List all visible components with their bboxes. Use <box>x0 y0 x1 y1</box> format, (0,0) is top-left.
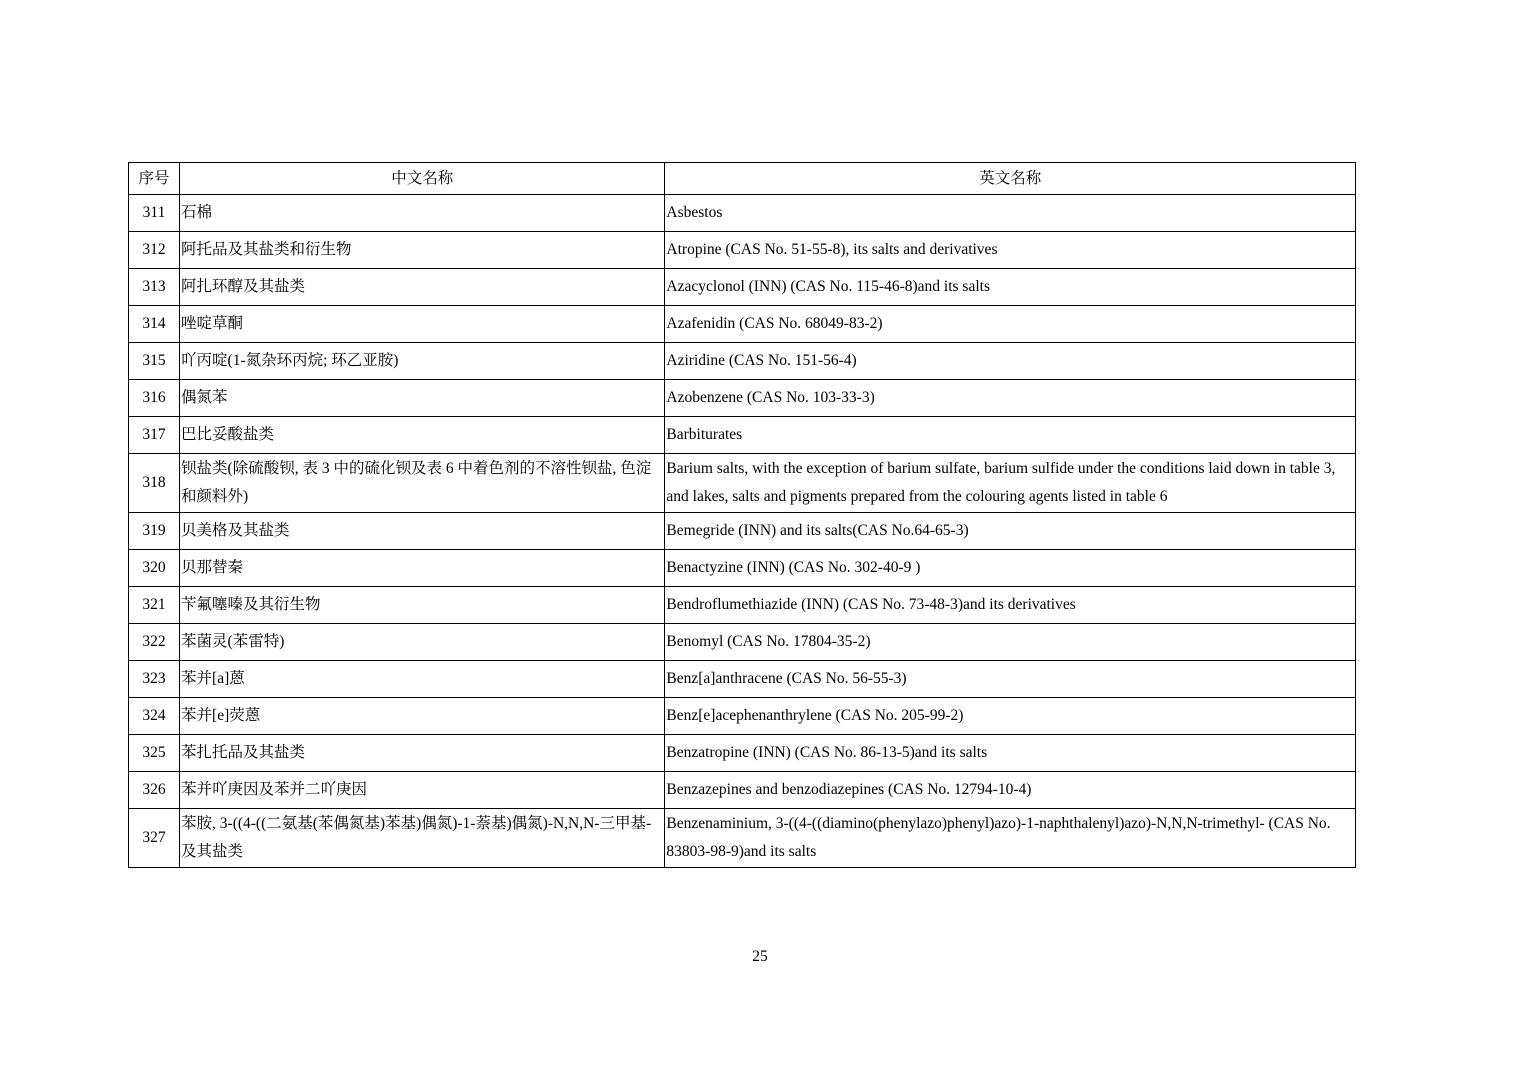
row-number: 325 <box>129 735 180 772</box>
english-name: Benzenaminium, 3-((4-((diamino(phenylazo)phenyl)azo)-1-naphthalenyl)azo)-N,N,N-trimethyl- (CAS No. 83803-98-9)and its salts <box>665 809 1356 868</box>
chinese-name: 吖丙啶(1-氮杂环丙烷; 环乙亚胺) <box>180 343 665 380</box>
english-name: Benactyzine (INN) (CAS No. 302-40-9 ) <box>665 550 1356 587</box>
table-row <box>129 306 1356 343</box>
table-row <box>129 624 1356 661</box>
table-row <box>129 380 1356 417</box>
row-number: 321 <box>129 587 180 624</box>
row-number: 315 <box>129 343 180 380</box>
row-number: 318 <box>129 454 180 513</box>
row-number: 320 <box>129 550 180 587</box>
row-number: 316 <box>129 380 180 417</box>
chinese-name: 贝美格及其盐类 <box>180 513 665 550</box>
table-header-row <box>129 163 1356 195</box>
english-name: Azafenidin (CAS No. 68049-83-2) <box>665 306 1356 343</box>
chinese-name: 苯菌灵(苯雷特) <box>180 624 665 661</box>
chinese-name: 阿扎环醇及其盐类 <box>180 269 665 306</box>
english-name: Bendroflumethiazide (INN) (CAS No. 73-48-3)and its derivatives <box>665 587 1356 624</box>
english-name: Benz[a]anthracene (CAS No. 56-55-3) <box>665 661 1356 698</box>
table-row <box>129 454 1356 513</box>
row-number: 322 <box>129 624 180 661</box>
english-name: Aziridine (CAS No. 151-56-4) <box>665 343 1356 380</box>
chinese-name: 苯并[a]蒽 <box>180 661 665 698</box>
chinese-name: 钡盐类(除硫酸钡, 表 3 中的硫化钡及表 6 中着色剂的不溶性钡盐, 色淀和颜料外) <box>180 454 665 513</box>
table-row <box>129 550 1356 587</box>
english-name: Azacyclonol (INN) (CAS No. 115-46-8)and its salts <box>665 269 1356 306</box>
header-chinese-name: 中文名称 <box>180 163 665 195</box>
table-row <box>129 513 1356 550</box>
chinese-name: 苯扎托品及其盐类 <box>180 735 665 772</box>
english-name: Atropine (CAS No. 51-55-8), its salts and derivatives <box>665 232 1356 269</box>
table-row <box>129 698 1356 735</box>
row-number: 311 <box>129 195 180 232</box>
english-name: Barium salts, with the exception of barium sulfate, barium sulfide under the conditions laid down in table 3, and lakes, salts and pigments prepared from the colouring agents listed in table 6 <box>665 454 1356 513</box>
page-number: 25 <box>752 948 768 965</box>
chinese-name: 阿托品及其盐类和衍生物 <box>180 232 665 269</box>
substance-table <box>128 162 1356 868</box>
english-name: Benz[e]acephenanthrylene (CAS No. 205-99-2) <box>665 698 1356 735</box>
chinese-name: 贝那替秦 <box>180 550 665 587</box>
row-number: 324 <box>129 698 180 735</box>
row-number: 319 <box>129 513 180 550</box>
english-name: Barbiturates <box>665 417 1356 454</box>
table-row <box>129 735 1356 772</box>
table-row <box>129 343 1356 380</box>
table-row <box>129 269 1356 306</box>
english-name: Benzatropine (INN) (CAS No. 86-13-5)and its salts <box>665 735 1356 772</box>
row-number: 317 <box>129 417 180 454</box>
chinese-name: 苯并吖庚因及苯并二吖庚因 <box>180 772 665 809</box>
chinese-name: 苯胺, 3-((4-((二氨基(苯偶氮基)苯基)偶氮)-1-萘基)偶氮)-N,N,N-三甲基- 及其盐类 <box>180 809 665 868</box>
table-row <box>129 587 1356 624</box>
english-name: Benzazepines and benzodiazepines (CAS No. 12794-10-4) <box>665 772 1356 809</box>
table-row <box>129 417 1356 454</box>
row-number: 327 <box>129 809 180 868</box>
english-name: Benomyl (CAS No. 17804-35-2) <box>665 624 1356 661</box>
english-name: Bemegride (INN) and its salts(CAS No.64-65-3) <box>665 513 1356 550</box>
header-english-name: 英文名称 <box>665 163 1356 195</box>
table-row <box>129 661 1356 698</box>
english-name: Asbestos <box>665 195 1356 232</box>
table-row <box>129 772 1356 809</box>
row-number: 323 <box>129 661 180 698</box>
header-number: 序号 <box>129 163 180 195</box>
chinese-name: 石棉 <box>180 195 665 232</box>
table-row <box>129 232 1356 269</box>
row-number: 313 <box>129 269 180 306</box>
english-name: Azobenzene (CAS No. 103-33-3) <box>665 380 1356 417</box>
chinese-name: 偶氮苯 <box>180 380 665 417</box>
row-number: 326 <box>129 772 180 809</box>
chinese-name: 巴比妥酸盐类 <box>180 417 665 454</box>
chinese-name: 唑啶草酮 <box>180 306 665 343</box>
table-row <box>129 195 1356 232</box>
chinese-name: 苄氟噻嗪及其衍生物 <box>180 587 665 624</box>
chinese-name: 苯并[e]荧蒽 <box>180 698 665 735</box>
table-row <box>129 809 1356 868</box>
row-number: 312 <box>129 232 180 269</box>
row-number: 314 <box>129 306 180 343</box>
